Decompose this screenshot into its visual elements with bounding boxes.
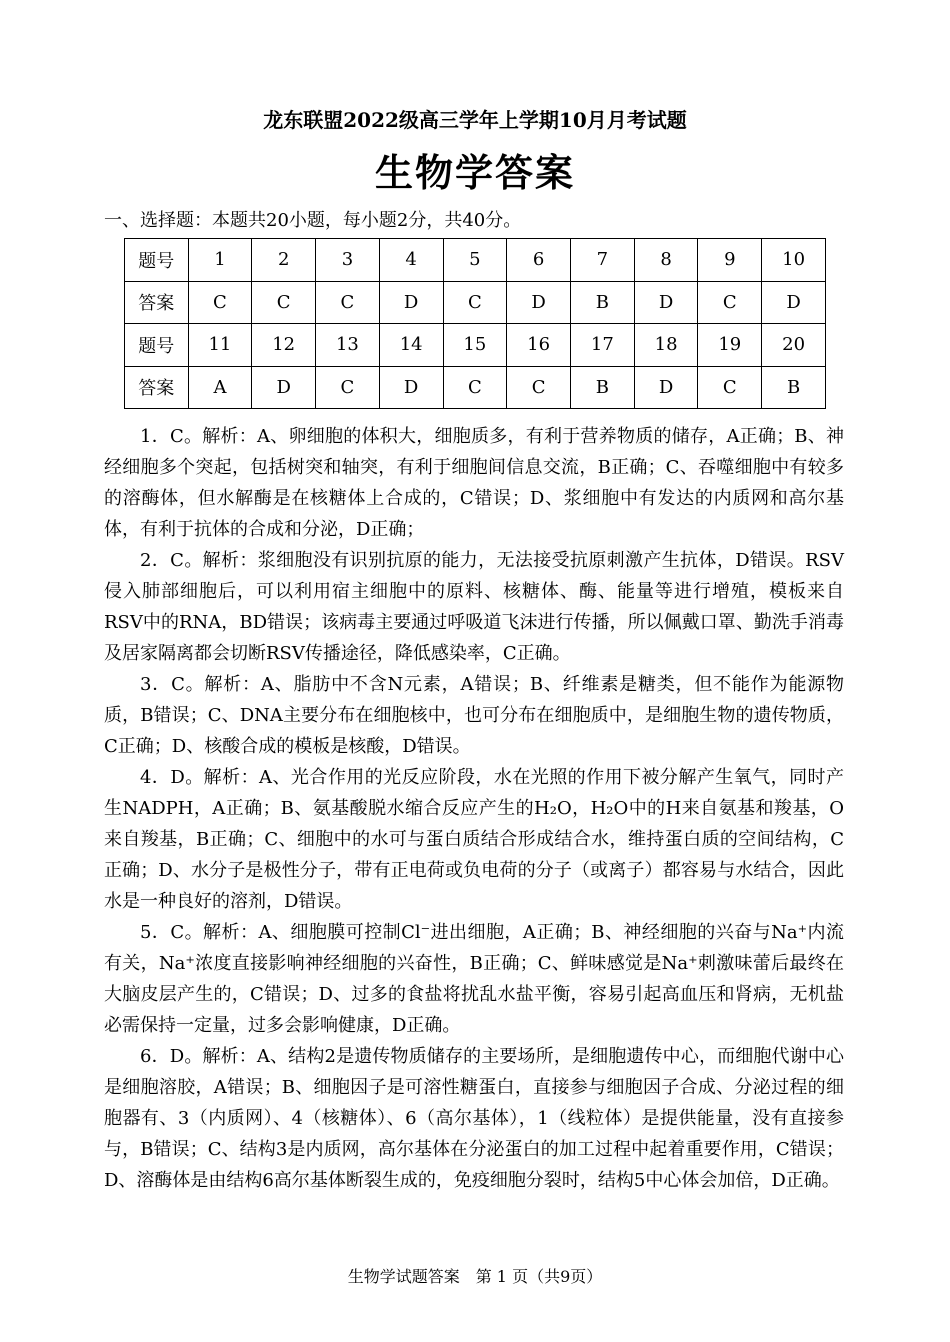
table-cell: D — [762, 281, 826, 324]
row-label: 题号 — [125, 324, 189, 367]
row-label: 答案 — [125, 366, 189, 409]
table-cell: C — [698, 366, 762, 409]
table-row — [125, 239, 826, 282]
table-cell: D — [252, 366, 316, 409]
table-cell: C — [252, 281, 316, 324]
table-cell: B — [570, 366, 634, 409]
table-cell: D — [634, 281, 698, 324]
table-cell: B — [762, 366, 826, 409]
explanation-paragraph: 3．C。解析：A、脂肪中不含N元素，A错误；B、纤维素是糖类，但不能作为能源物质，B错误；C、DNA主要分布在细胞核中，也可分布在细胞质中，是细胞生物的遗传物质，C正确；D、核酸合成的模板是核酸，D错误。 — [104, 674, 844, 757]
table-cell: 3 — [316, 239, 380, 282]
table-row — [125, 281, 826, 324]
table-cell: C — [188, 281, 252, 324]
table-row — [125, 324, 826, 367]
table-cell: 5 — [443, 239, 507, 282]
table-cell: C — [443, 366, 507, 409]
explanation-paragraph: 4．D。解析：A、光合作用的光反应阶段，水在光照的作用下被分解产生氧气，同时产生NADPH，A正确；B、氨基酸脱水缩合反应产生的H₂O，H₂O中的H来自氨基和羧基，O来自羧基，B正确；C、细胞中的水可与蛋白质结合形成结合水，维持蛋白质的空间结构，C正确；D、水分子是极性分子，带有正电荷或负电荷的分子（或离子）都容易与水结合，因此水是一种良好的溶剂，D错误。 — [104, 767, 844, 912]
table-cell: 17 — [570, 324, 634, 367]
table-cell: 10 — [762, 239, 826, 282]
table-row — [125, 366, 826, 409]
table-cell: 12 — [252, 324, 316, 367]
row-label: 答案 — [125, 281, 189, 324]
page-footer: 生物学试题答案 第 1 页（共9页） — [347, 1267, 603, 1286]
table-cell: D — [507, 281, 571, 324]
table-cell: 1 — [188, 239, 252, 282]
table-cell: B — [570, 281, 634, 324]
explanation-paragraph: 5．C。解析：A、细胞膜可控制Cl⁻进出细胞，A正确；B、神经细胞的兴奋与Na⁺内流有关，Na⁺浓度直接影响神经细胞的兴奋性，B正确；C、鲜味感觉是Na⁺刺激味蕾后最终在大脑皮层产生的，C错误；D、过多的食盐将扰乱水盐平衡，容易引起高血压和肾病，无机盐必需保持一定量，过多会影响健康，D正确。 — [104, 922, 844, 1036]
table-cell: 2 — [252, 239, 316, 282]
table-cell: A — [188, 366, 252, 409]
table-cell: 20 — [762, 324, 826, 367]
explanations — [104, 421, 844, 1196]
exam-subtitle: 龙东联盟2022级高三学年上学期10月月考试题 — [263, 108, 687, 132]
table-cell: 14 — [379, 324, 443, 367]
table-cell: C — [507, 366, 571, 409]
table-cell: 4 — [379, 239, 443, 282]
table-cell: 18 — [634, 324, 698, 367]
row-label: 题号 — [125, 239, 189, 282]
table-cell: 6 — [507, 239, 571, 282]
table-cell: 11 — [188, 324, 252, 367]
table-cell: 9 — [698, 239, 762, 282]
page-title: 生物学答案 — [374, 150, 575, 195]
table-cell: D — [379, 281, 443, 324]
explanation-paragraph: 1．C。解析：A、卵细胞的体积大，细胞质多，有利于营养物质的储存，A正确；B、神经细胞多个突起，包括树突和轴突，有利于细胞间信息交流，B正确；C、吞噬细胞中有较多的溶酶体，但水解酶是在核糖体上合成的，C错误；D、浆细胞中有发达的内质网和高尔基体，有利于抗体的合成和分泌，D正确； — [104, 426, 844, 540]
table-cell: 19 — [698, 324, 762, 367]
table-cell: C — [316, 366, 380, 409]
section-heading: 一、选择题：本题共20小题，每小题2分，共40分。 — [104, 210, 522, 231]
explanation-paragraph: 2．C。解析：浆细胞没有识别抗原的能力，无法接受抗原刺激产生抗体，D错误。RSV侵入肺部细胞后，可以利用宿主细胞中的原料、核糖体、酶、能量等进行增殖，模板来自RSV中的RNA，BD错误；该病毒主要通过呼吸道飞沫进行传播，所以佩戴口罩、勤洗手消毒及居家隔离都会切断RSV传播途径，降低感染率，C正确。 — [104, 550, 844, 664]
table-cell: 8 — [634, 239, 698, 282]
table-cell: D — [379, 366, 443, 409]
explanation-paragraph: 6．D。解析：A、结构2是遗传物质储存的主要场所，是细胞遗传中心，而细胞代谢中心是细胞溶胶，A错误；B、细胞因子是可溶性糖蛋白，直接参与细胞因子合成、分泌过程的细胞器有、3（内质网）、4（核糖体）、6（高尔基体），1（线粒体）是提供能量，没有直接参与，B错误；C、结构3是内质网，高尔基体在分泌蛋白的加工过程中起着重要作用，C错误；D、溶酶体是由结构6高尔基体断裂生成的，免疫细胞分裂时，结构5中心体会加倍，D正确。 — [104, 1046, 844, 1191]
answer-table — [124, 238, 826, 409]
table-cell: D — [634, 366, 698, 409]
table-cell: 13 — [316, 324, 380, 367]
table-cell: 7 — [570, 239, 634, 282]
table-cell: C — [443, 281, 507, 324]
table-cell: C — [316, 281, 380, 324]
table-cell: 15 — [443, 324, 507, 367]
table-cell: 16 — [507, 324, 571, 367]
table-cell: C — [698, 281, 762, 324]
